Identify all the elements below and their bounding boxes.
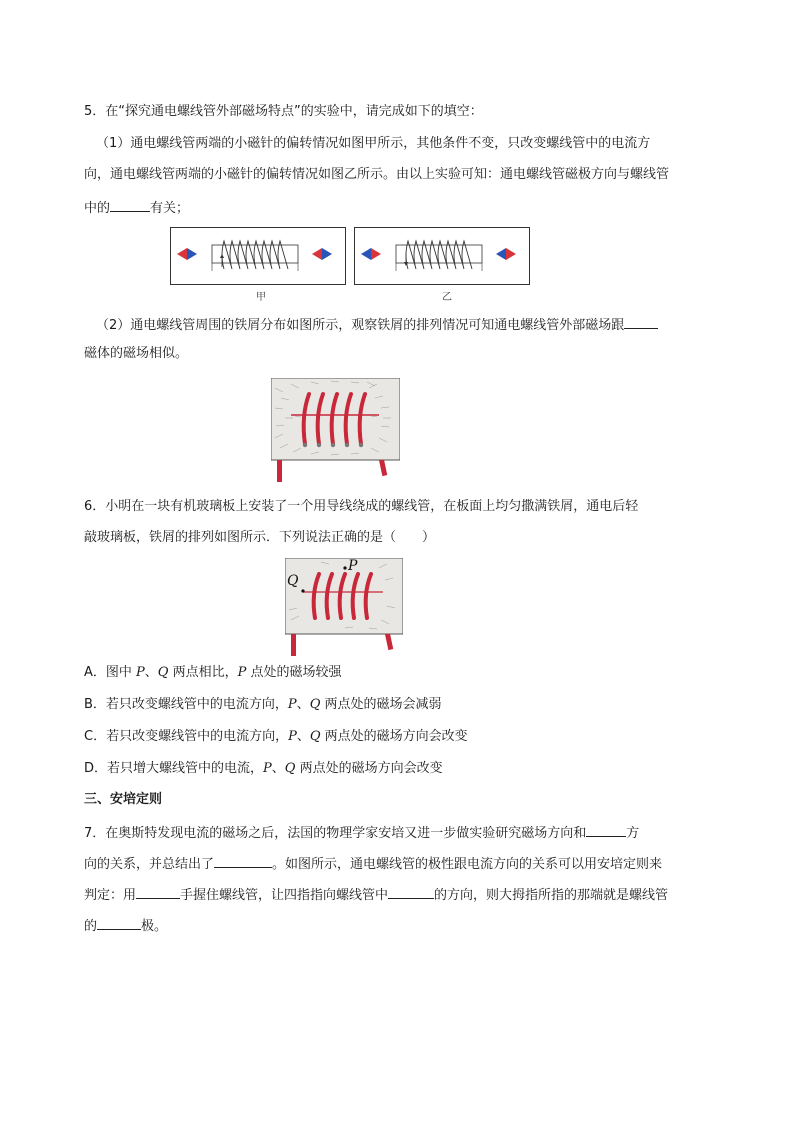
q6-line2: 敲玻璃板，铁屑的排列如图所示．下列说法正确的是（ ）	[84, 530, 436, 545]
var-q: Q	[157, 665, 169, 680]
q5-part1-pre: 中的	[84, 201, 111, 216]
solenoid-pq-photo	[285, 558, 403, 658]
var-q: Q	[309, 697, 321, 712]
option-text: 两点处的磁场方向会改变	[320, 729, 468, 744]
figure-jia	[170, 227, 346, 285]
var-p: P	[287, 697, 297, 712]
var-p: P	[136, 665, 145, 680]
option-text: 点处的磁场较强	[246, 665, 342, 680]
answer-blank[interactable]	[97, 915, 141, 930]
q7-line3	[84, 884, 724, 905]
separator: 、	[144, 665, 158, 680]
option-d[interactable]	[84, 760, 724, 778]
separator: 、	[271, 761, 285, 776]
label-p: P	[348, 558, 358, 574]
var-q: Q	[309, 729, 321, 744]
figure-yi	[354, 227, 530, 285]
iron-filings-photo	[271, 378, 400, 483]
q7-line4	[84, 915, 724, 936]
q5-part1-line2: 向，通电螺线管两端的小磁针的偏转情况如图乙所示。由以上实验可知：通电螺线管磁极方向与螺线管	[84, 167, 670, 182]
q7-text: 。如图所示，通电螺线管的极性跟电流方向的关系可以用安培定则来	[272, 857, 663, 872]
q7-text: 向的关系，并总结出了	[84, 857, 215, 872]
option-b[interactable]	[84, 696, 724, 714]
q5-stem: 5．在“探究通电螺线管外部磁场特点”的实验中，请完成如下的填空：	[84, 104, 483, 119]
option-c[interactable]	[84, 728, 724, 746]
answer-blank[interactable]	[214, 853, 272, 868]
option-text: 两点相比，	[168, 665, 238, 680]
q7-line1	[84, 822, 724, 843]
answer-blank[interactable]	[110, 197, 150, 212]
caption-jia: 甲	[256, 292, 266, 303]
q6-line1: 6．小明在一块有机玻璃板上安装了一个用导线绕成的螺线管，在板面上均匀撒满铁屑，通电后轻	[84, 499, 639, 514]
separator: 、	[296, 729, 310, 744]
var-p: P	[288, 729, 297, 744]
point-p-marker	[343, 566, 346, 569]
option-a[interactable]	[84, 664, 724, 682]
var-q: Q	[284, 761, 296, 776]
answer-blank[interactable]	[388, 884, 434, 899]
var-p: P	[263, 761, 272, 776]
q7-text: 方	[626, 826, 640, 841]
q7-text: 极。	[141, 919, 168, 934]
answer-blank[interactable]	[136, 884, 180, 899]
answer-blank[interactable]	[624, 314, 658, 329]
answer-blank[interactable]	[586, 822, 626, 837]
q5-part2-line2: 磁体的磁场相似。	[84, 346, 189, 361]
label-q: Q	[287, 573, 299, 589]
option-text: C．若只改变螺线管中的电流方向，	[84, 729, 289, 744]
section-heading: 三、安培定则	[84, 792, 163, 807]
point-q-marker	[301, 589, 304, 592]
q7-text: 的方向，则大拇指所指的那端就是螺线管	[434, 888, 669, 903]
q7-line2	[84, 853, 724, 874]
q7-text: 判定：用	[84, 888, 137, 903]
q7-text: 手握住螺线管，让四指指向螺线管中	[180, 888, 389, 903]
var-p: P	[237, 665, 247, 680]
q5-part1-line1: （1）通电螺线管两端的小磁针的偏转情况如图甲所示，其他条件不变，只改变螺线管中的电流方	[96, 136, 651, 151]
option-text: B．若只改变螺线管中的电流方向，	[84, 697, 288, 712]
q7-text: 的	[84, 919, 98, 934]
q5-part1-post: 有关；	[150, 201, 190, 216]
q5-part2-text: （2）通电螺线管周围的铁屑分布如图所示，观察铁屑的排列情况可知通电螺线管外部磁场跟	[96, 318, 625, 333]
option-text: D．若只增大螺线管中的电流，	[84, 761, 264, 776]
q5-part2-line1	[96, 314, 736, 335]
option-text: 两点处的磁场会减弱	[320, 697, 442, 712]
separator: 、	[296, 697, 310, 712]
q5-part1-line3	[84, 197, 724, 218]
option-text: A．图中	[84, 665, 137, 680]
q7-text: 7．在奥斯特发现电流的磁场之后，法国的物理学家安培又进一步做实验研究磁场方向和	[84, 826, 587, 841]
caption-yi: 乙	[442, 292, 452, 303]
option-text: 两点处的磁场方向会改变	[295, 761, 443, 776]
